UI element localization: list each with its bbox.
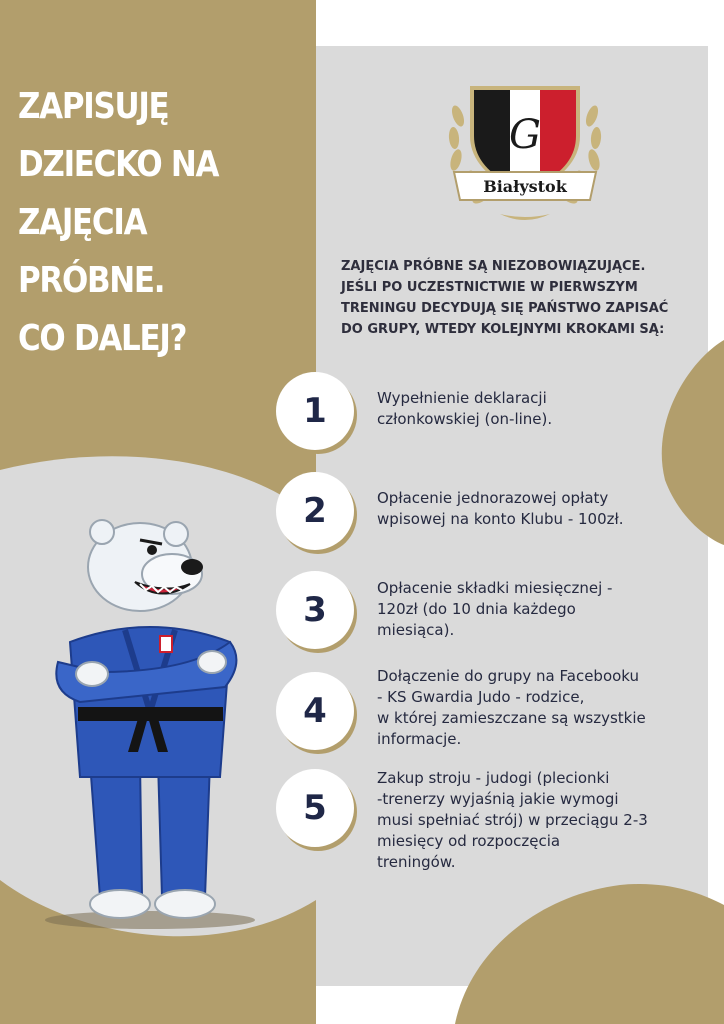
headline-line: DZIECKO NA xyxy=(18,144,219,185)
step-line: Opłacenie składki miesięcznej - xyxy=(377,579,613,597)
step-3-circle xyxy=(276,571,354,649)
left-foot xyxy=(90,890,150,918)
intro-line: ZAJĘCIA PRÓBNE SĄ NIEZOBOWIĄZUJĄCE. xyxy=(341,259,646,274)
step-line: miesiąca). xyxy=(377,621,455,639)
step-line: Opłacenie jednorazowej opłaty xyxy=(377,489,609,507)
crest-letter: G xyxy=(509,112,541,158)
intro-line: DO GRUPY, WTEDY KOLEJNYMI KROKAMI SĄ: xyxy=(341,322,665,337)
step-line: -trenerzy wyjaśnią jakie wymogi xyxy=(377,790,619,808)
step-1-text xyxy=(377,388,662,430)
shield-red-stripe xyxy=(540,90,576,184)
nose xyxy=(181,559,203,575)
step-2-circle xyxy=(276,472,354,550)
step-2-text xyxy=(377,488,662,530)
step-line: - KS Gwardia Judo - rodzice, xyxy=(377,688,585,706)
step-4-text xyxy=(377,666,662,750)
left-ear xyxy=(90,520,114,544)
crest-city-label: Białystok xyxy=(483,177,567,196)
judogi-pants xyxy=(90,762,210,897)
step-line: Wypełnienie deklaracji xyxy=(377,389,547,407)
step-line: informacje. xyxy=(377,730,462,748)
step-line: Dołączenie do grupy na Facebooku xyxy=(377,667,640,685)
headline xyxy=(18,78,267,368)
jacket-badge-icon xyxy=(160,636,172,652)
step-5-number: 5 xyxy=(303,788,327,828)
step-5-circle xyxy=(276,769,354,847)
right-paw xyxy=(198,651,226,673)
shield-black-stripe xyxy=(474,90,510,184)
step-line: 120zł (do 10 dnia każdego xyxy=(377,600,576,618)
step-3-text xyxy=(377,578,662,641)
step-line: musi spełniać strój) w przeciągu 2-3 xyxy=(377,811,648,829)
step-line: Zakup stroju - judogi (plecionki xyxy=(377,769,610,787)
ground-shadow xyxy=(45,911,255,929)
gold-blob-bottom xyxy=(455,884,724,1024)
headline-line: ZAPISUJĘ xyxy=(18,86,169,127)
headline-line: CO DALEJ? xyxy=(18,318,187,359)
step-1-number: 1 xyxy=(303,391,327,431)
step-2-number: 2 xyxy=(303,491,327,531)
step-line: członkowskiej (on-line). xyxy=(377,410,553,428)
eye xyxy=(147,545,157,555)
step-1-circle xyxy=(276,372,354,450)
step-line: treningów. xyxy=(377,853,456,871)
left-paw xyxy=(76,662,108,686)
headline-line: PRÓBNE. xyxy=(18,260,165,301)
right-foot xyxy=(155,890,215,918)
intro-line: TRENINGU DECYDUJĄ SIĘ PAŃSTWO ZAPISAĆ xyxy=(341,301,669,316)
right-ear xyxy=(164,522,188,546)
headline-line: ZAJĘCIA xyxy=(18,202,147,243)
step-3-number: 3 xyxy=(303,590,327,630)
club-crest-logo xyxy=(440,76,610,226)
intro-text xyxy=(341,256,711,340)
step-5-text xyxy=(377,768,662,873)
polar-bear-mascot-icon xyxy=(40,512,260,932)
step-4-circle xyxy=(276,672,354,750)
step-4-number: 4 xyxy=(303,691,327,731)
intro-line: JEŚLI PO UCZESTNICTWIE W PIERWSZYM xyxy=(341,280,638,295)
step-line: w której zamieszczane są wszystkie xyxy=(377,709,646,727)
step-line: wpisowej na konto Klubu - 100zł. xyxy=(377,510,624,528)
gold-blob-right xyxy=(662,340,724,545)
step-line: miesięcy od rozpoczęcia xyxy=(377,832,561,850)
